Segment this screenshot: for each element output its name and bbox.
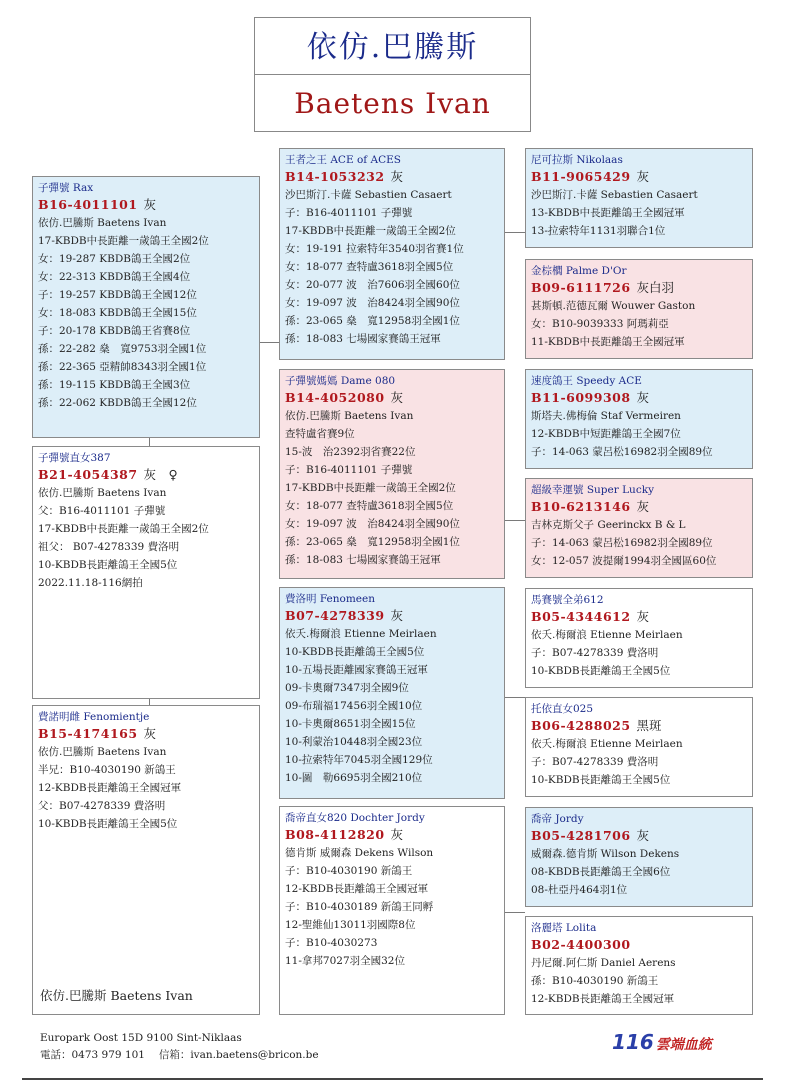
pigeon-name: 費諾明雌 Fenomientje bbox=[38, 711, 150, 723]
pigeon-name: 超級幸運號 Super Lucky bbox=[531, 484, 654, 496]
pedigree-line: 祖父： B07-4278339 費洛明 bbox=[38, 541, 180, 553]
pedigree-line: 父：B07-4278339 費洛明 bbox=[38, 800, 166, 812]
pedigree-line: 09-布瑞福17456羽全國10位 bbox=[285, 700, 423, 712]
pedigree-line: 女：19-287 KBDB鴿王全國2位 bbox=[38, 253, 191, 265]
pedigree-line: 孫：18-083 七場國家賽鴿王冠軍 bbox=[285, 333, 441, 345]
ring-row bbox=[531, 168, 747, 186]
feather-color: 灰 bbox=[390, 827, 404, 842]
ring-number: B21-4054387 bbox=[38, 467, 138, 482]
pedigree-line: 女：20-077 波 治7606羽全國60位 bbox=[285, 279, 460, 291]
ring-row bbox=[285, 389, 499, 407]
pedigree-line: 13-拉索特年1131羽聯合1位 bbox=[531, 225, 666, 237]
pedigree-line: 女：B10-9039333 阿瑪莉亞 bbox=[531, 318, 669, 330]
pedigree-line: 孫：22-062 KBDB鴿王全國12位 bbox=[38, 397, 197, 409]
pigeon-name: 速度鴿王 Speedy ACE bbox=[531, 375, 642, 387]
ring-number: B11-9065429 bbox=[531, 169, 631, 184]
ring-row bbox=[531, 717, 747, 735]
card-jordy[interactable] bbox=[525, 807, 753, 907]
pedigree-line: 12-KBDB長距離鴿王全國冠軍 bbox=[531, 993, 675, 1005]
pedigree-line: 11-拿邦7027羽全國32位 bbox=[285, 955, 405, 967]
pedigree-line: 2022.11.18-116網拍 bbox=[38, 577, 143, 589]
connector-line bbox=[504, 232, 525, 233]
pedigree-line: 依仿.巴騰斯 Baetens Ivan bbox=[38, 487, 167, 499]
pedigree-line: 子：19-257 KBDB鴿王全國12位 bbox=[38, 289, 197, 301]
pigeon-name: 費洛明 Fenomeen bbox=[285, 593, 375, 605]
pedigree-line: 12-KBDB長距離鴿王全國冠軍 bbox=[38, 782, 182, 794]
ring-number: B14-4052080 bbox=[285, 390, 385, 405]
pedigree-line: 女：22-313 KBDB鴿王全國4位 bbox=[38, 271, 191, 283]
ring-row bbox=[531, 498, 747, 516]
pedigree-line: 17-KBDB中長距離一歲鴿王全國2位 bbox=[38, 523, 209, 535]
feather-color: 灰 bbox=[636, 828, 650, 843]
pigeon-name: 子彈號媽媽 Dame 080 bbox=[285, 375, 396, 387]
pedigree-line: 子：B10-4030273 bbox=[285, 937, 378, 949]
pedigree-line: 子：14-063 蒙呂松16982羽全國89位 bbox=[531, 446, 713, 458]
pedigree-line: 17-KBDB中長距離一歲鴿王全國2位 bbox=[285, 225, 456, 237]
pedigree-line: 10-KBDB長距離鴿王全國5位 bbox=[38, 818, 178, 830]
pedigree-line: 女：18-077 查特盧3618羽全國5位 bbox=[285, 500, 454, 512]
connector-line bbox=[259, 342, 279, 343]
logo-number: 116 bbox=[612, 1030, 654, 1054]
feather-color: 灰白羽 bbox=[636, 280, 675, 295]
pedigree-line: 丹尼爾.阿仁斯 Daniel Aerens bbox=[531, 957, 676, 969]
pedigree-line: 父：B16-4011101 子彈號 bbox=[38, 505, 166, 517]
ring-row bbox=[285, 168, 499, 186]
pedigree-line: 斯塔夫.佛梅倫 Staf Vermeiren bbox=[531, 410, 681, 422]
pedigree-line: 10-KBDB長距離鴿王全國5位 bbox=[285, 646, 425, 658]
ring-row bbox=[531, 389, 747, 407]
connector-line bbox=[504, 912, 525, 913]
pedigree-line: 10-利蒙治10448羽全國23位 bbox=[285, 736, 423, 748]
pedigree-line: 子：B10-4030189 新鴿王同孵 bbox=[285, 901, 434, 913]
pedigree-line: 沙巴斯汀.卡薩 Sebastien Casaert bbox=[285, 189, 452, 201]
pedigree-line: 依仿.巴騰斯 Baetens Ivan bbox=[285, 410, 414, 422]
footer bbox=[40, 1030, 319, 1064]
feather-color: 灰 bbox=[636, 609, 650, 624]
pedigree-line: 08-杜亞丹464羽1位 bbox=[531, 884, 628, 896]
ring-number: B08-4112820 bbox=[285, 827, 385, 842]
pigeon-name: 喬帝直女820 Dochter Jordy bbox=[285, 812, 425, 824]
pedigree-line: 10-KBDB長距離鴿王全國5位 bbox=[531, 774, 671, 786]
card-fenomeen[interactable] bbox=[279, 587, 505, 799]
pedigree-line: 孫：22-365 亞精帥8343羽全國1位 bbox=[38, 361, 207, 373]
feather-color: 灰 bbox=[143, 197, 157, 212]
feather-color: 灰 bbox=[390, 169, 404, 184]
ring-row bbox=[38, 196, 254, 214]
pedigree-line: 子：B16-4011101 子彈號 bbox=[285, 207, 413, 219]
card-tuo-daughter[interactable] bbox=[525, 697, 753, 797]
pedigree-line: 17-KBDB中長距離一歲鴿王全國2位 bbox=[38, 235, 209, 247]
pigeon-name: 金棕櫚 Palme D'Or bbox=[531, 265, 627, 277]
pigeon-name: 尼可拉斯 Nikolaas bbox=[531, 154, 623, 166]
card-nikolaas[interactable] bbox=[525, 148, 753, 248]
pedigree-line: 子：B10-4030190 新鴿王 bbox=[285, 865, 413, 877]
pedigree-line: 女：19-191 拉索特年3540羽省賽1位 bbox=[285, 243, 464, 255]
pedigree-line: 08-KBDB長距離鴿王全國6位 bbox=[531, 866, 671, 878]
ring-number: B06-4288025 bbox=[531, 718, 631, 733]
card-lolita[interactable] bbox=[525, 916, 753, 1015]
pedigree-line: 子：B07-4278339 費洛明 bbox=[531, 647, 659, 659]
feather-color: 灰 bbox=[143, 726, 157, 741]
pigeon-name: 王者之王 ACE of ACES bbox=[285, 154, 401, 166]
pedigree-line: 10-拉索特年7045羽全國129位 bbox=[285, 754, 433, 766]
pedigree-line: 查特盧省賽9位 bbox=[285, 428, 355, 440]
feather-color: 灰 bbox=[636, 390, 650, 405]
pedigree-line: 孫：23-065 燊 寬12958羽全國1位 bbox=[285, 536, 460, 548]
pedigree-line: 女：12-057 波提爾1994羽全國區60位 bbox=[531, 555, 717, 567]
logo-text: 雲端血統 bbox=[655, 1037, 712, 1053]
ring-number: B05-4281706 bbox=[531, 828, 631, 843]
bottom-divider bbox=[22, 1078, 763, 1080]
pedigree-line: 女：18-083 KBDB鴿王全國15位 bbox=[38, 307, 197, 319]
card-dochter-jordy[interactable] bbox=[279, 806, 505, 1015]
title-box bbox=[254, 17, 531, 132]
pedigree-line: 依仿.巴騰斯 Baetens Ivan bbox=[38, 746, 167, 758]
connector-line bbox=[504, 697, 525, 698]
ring-number: B05-4344612 bbox=[531, 609, 631, 624]
feather-color: 灰 ♀ bbox=[143, 467, 178, 482]
footer-contact: 電話：0473 979 101 信箱：ivan.baetens@bricon.be bbox=[40, 1049, 319, 1061]
pedigree-line: 子：B16-4011101 子彈號 bbox=[285, 464, 413, 476]
ring-number: B09-6111726 bbox=[531, 280, 631, 295]
card-super-lucky[interactable] bbox=[525, 478, 753, 578]
pedigree-line: 12-KBDB長距離鴿王全國冠軍 bbox=[285, 883, 429, 895]
pedigree-line: 孫：18-083 七場國家賽鴿王冠軍 bbox=[285, 554, 441, 566]
pedigree-line: 12-KBDB中短距離鴿王全國7位 bbox=[531, 428, 681, 440]
ring-number: B15-4174165 bbox=[38, 726, 138, 741]
pedigree-line: 依夭.梅爾浪 Etienne Meirlaen bbox=[531, 738, 683, 750]
ring-row bbox=[285, 826, 499, 844]
feather-color: 灰 bbox=[390, 608, 404, 623]
pedigree-line: 13-KBDB中長距離鴿王全國冠軍 bbox=[531, 207, 685, 219]
card-mate-2[interactable] bbox=[32, 705, 260, 1015]
pedigree-line: 威爾森.德肯斯 Wilson Dekens bbox=[531, 848, 680, 860]
pedigree-line: 孫：23-065 燊 寬12958羽全國1位 bbox=[285, 315, 460, 327]
pedigree-line: 10-卡奧爾8651羽全國15位 bbox=[285, 718, 416, 730]
ring-row bbox=[38, 725, 254, 743]
breeder-name: 依仿.巴騰斯 Baetens Ivan bbox=[40, 988, 193, 1003]
feather-color: 灰 bbox=[636, 499, 650, 514]
ring-number: B02-4400300 bbox=[531, 937, 631, 952]
ring-row bbox=[531, 279, 747, 297]
pedigree-line: 子：14-063 蒙呂松16982羽全國89位 bbox=[531, 537, 713, 549]
footer-address: Europark Oost 15D 9100 Sint-Niklaas bbox=[40, 1032, 242, 1044]
brand-logo bbox=[612, 1030, 712, 1054]
ring-row bbox=[531, 936, 747, 954]
ring-row bbox=[531, 608, 747, 626]
pedigree-line: 女：18-077 查特盧3618羽全國5位 bbox=[285, 261, 454, 273]
ring-number: B14-1053232 bbox=[285, 169, 385, 184]
pedigree-line: 孫：19-115 KBDB鴿王全國3位 bbox=[38, 379, 191, 391]
feather-color: 灰 bbox=[636, 169, 650, 184]
card-speedy-ace[interactable] bbox=[525, 369, 753, 469]
pedigree-line: 15-波 治2392羽省賽22位 bbox=[285, 446, 416, 458]
card-marseille-brother[interactable] bbox=[525, 588, 753, 688]
pigeon-name: 子彈號直女387 bbox=[38, 452, 111, 464]
ring-row bbox=[38, 466, 254, 484]
card-dam[interactable] bbox=[279, 369, 505, 579]
pedigree-line: 德肯斯 威爾森 Dekens Wilson bbox=[285, 847, 434, 859]
pedigree-line: 11-KBDB中長距離鴿王全國冠軍 bbox=[531, 336, 685, 348]
pedigree-line: 孫：22-282 燊 寬9753羽全國1位 bbox=[38, 343, 207, 355]
pedigree-line: 沙巴斯汀.卡薩 Sebastien Casaert bbox=[531, 189, 698, 201]
pedigree-line: 子：20-178 KBDB鴿王省賽8位 bbox=[38, 325, 191, 337]
ring-number: B10-6213146 bbox=[531, 499, 631, 514]
pedigree-line: 女：19-097 波 治8424羽全國90位 bbox=[285, 297, 460, 309]
pigeon-name: 喬帝 Jordy bbox=[531, 813, 584, 825]
pigeon-name: 洛麗塔 Lolita bbox=[531, 922, 597, 934]
pigeon-name: 子彈號 Rax bbox=[38, 182, 94, 194]
card-mate-1[interactable] bbox=[32, 446, 260, 699]
pedigree-line: 10-KBDB長距離鴿王全國5位 bbox=[531, 665, 671, 677]
card-palme-dor[interactable] bbox=[525, 259, 753, 359]
pedigree-line: 甚斯頓.范德瓦爾 Wouwer Gaston bbox=[531, 300, 696, 312]
card-sire[interactable] bbox=[279, 148, 505, 360]
ring-number: B07-4278339 bbox=[285, 608, 385, 623]
ring-row bbox=[531, 827, 747, 845]
ring-number: B16-4011101 bbox=[38, 197, 138, 212]
pedigree-line: 依夭.梅爾浪 Etienne Meirlaen bbox=[531, 629, 683, 641]
feather-color: 黑斑 bbox=[636, 718, 662, 733]
pedigree-line: 17-KBDB中長距離一歲鴿王全國2位 bbox=[285, 482, 456, 494]
pedigree-line: 孫：B10-4030190 新鴿王 bbox=[531, 975, 659, 987]
pedigree-line: 12-聖維仙13011羽國際8位 bbox=[285, 919, 416, 931]
pedigree-line: 10-KBDB長距離鴿王全國5位 bbox=[38, 559, 178, 571]
pedigree-line: 10-圖 勒6695羽全國210位 bbox=[285, 772, 423, 784]
pedigree-line: 依仿.巴騰斯 Baetens Ivan bbox=[38, 217, 167, 229]
feather-color: 灰 bbox=[390, 390, 404, 405]
connector-line bbox=[504, 520, 525, 521]
pedigree-line: 09-卡奧爾7347羽全國9位 bbox=[285, 682, 409, 694]
ring-number: B11-6099308 bbox=[531, 390, 631, 405]
pedigree-line: 子：B07-4278339 費洛明 bbox=[531, 756, 659, 768]
pedigree-line: 女：19-097 波 治8424羽全國90位 bbox=[285, 518, 460, 530]
pedigree-line: 10-五場長距離國家賽鴿王冠軍 bbox=[285, 664, 428, 676]
pedigree-line: 依夭.梅爾浪 Etienne Meirlaen bbox=[285, 628, 437, 640]
title-english: Baetens Ivan bbox=[294, 87, 491, 120]
pigeon-name: 托依直女025 bbox=[531, 703, 594, 715]
title-chinese: 依仿.巴騰斯 bbox=[255, 18, 530, 75]
pigeon-name: 馬賽號全弟612 bbox=[531, 594, 604, 606]
card-subject[interactable] bbox=[32, 176, 260, 438]
pedigree-line: 吉林克斯父子 Geerinckx B & L bbox=[531, 519, 686, 531]
ring-row bbox=[285, 607, 499, 625]
pedigree-line: 半兄：B10-4030190 新鴿王 bbox=[38, 764, 176, 776]
